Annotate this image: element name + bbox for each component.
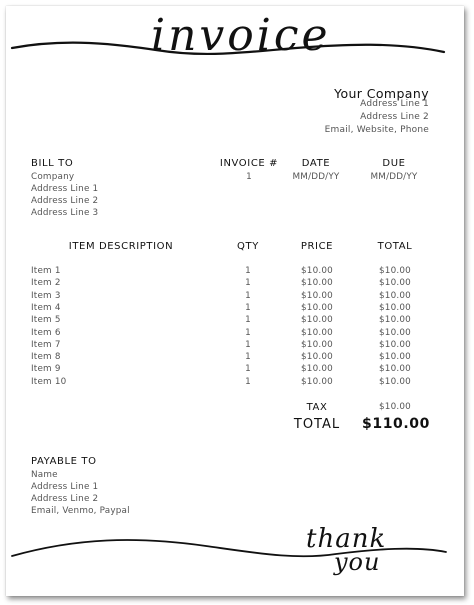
item-price: $10.00	[301, 278, 333, 289]
company-address-line-1: Address Line 1	[360, 99, 429, 109]
total-label: TOTAL	[293, 417, 341, 432]
item-total: $10.00	[379, 278, 411, 289]
item-price: $10.00	[301, 339, 333, 350]
date-value: MM/DD/YY	[292, 172, 340, 182]
col-header-qty: QTY	[237, 241, 259, 252]
company-address-line-2: Address Line 2	[360, 112, 429, 122]
company-name: Your Company	[334, 86, 429, 101]
date-label: DATE	[301, 158, 331, 169]
item-qty: 1	[245, 352, 251, 363]
thank-you-line-1: thank	[306, 524, 387, 554]
item-total: $10.00	[379, 315, 411, 326]
bill-to-line: Company	[31, 172, 75, 182]
item-total: $10.00	[379, 327, 411, 338]
item-description: Item 5	[31, 315, 61, 326]
item-price: $10.00	[301, 302, 333, 313]
item-description: Item 4	[31, 302, 61, 313]
item-price: $10.00	[301, 364, 333, 375]
item-price: $10.00	[301, 315, 333, 326]
item-description: Item 10	[31, 376, 67, 387]
item-description: Item 6	[31, 327, 61, 338]
item-qty: 1	[245, 278, 251, 289]
thank-you-line-2: you	[334, 548, 381, 576]
due-label: DUE	[382, 158, 406, 169]
bill-to-line: Address Line 2	[31, 196, 99, 206]
item-total: $10.00	[379, 339, 411, 350]
item-description: Item 9	[31, 364, 61, 375]
item-qty: 1	[245, 376, 251, 387]
item-total: $10.00	[379, 364, 411, 375]
bill-to-line: Address Line 1	[31, 184, 99, 194]
invoice-number-label: INVOICE #	[219, 158, 279, 169]
item-price: $10.00	[301, 352, 333, 363]
item-total: $10.00	[379, 352, 411, 363]
item-qty: 1	[245, 302, 251, 313]
item-price: $10.00	[301, 327, 333, 338]
payable-to-line: Name	[31, 470, 58, 480]
payable-to-line: Email, Venmo, Paypal	[31, 506, 130, 516]
company-contact-line: Email, Website, Phone	[324, 125, 429, 135]
bill-to-heading: BILL TO	[31, 158, 74, 169]
item-price: $10.00	[301, 266, 333, 276]
item-description: Item 7	[31, 339, 61, 350]
item-qty: 1	[245, 266, 251, 276]
item-total: $10.00	[379, 290, 411, 301]
item-qty: 1	[245, 364, 251, 375]
col-header-total: TOTAL	[377, 241, 413, 252]
payable-to-line: Address Line 1	[31, 482, 99, 492]
item-qty: 1	[245, 327, 251, 338]
total-value: $110.00	[362, 416, 430, 432]
invoice-title: invoice	[151, 10, 331, 61]
col-header-description: ITEM DESCRIPTION	[68, 241, 174, 252]
item-price: $10.00	[301, 290, 333, 301]
item-description: Item 3	[31, 290, 61, 301]
item-total: $10.00	[379, 376, 411, 387]
item-qty: 1	[245, 339, 251, 350]
item-qty: 1	[245, 290, 251, 301]
item-qty: 1	[245, 315, 251, 326]
due-value: MM/DD/YY	[370, 172, 418, 182]
tax-value: $10.00	[379, 402, 411, 412]
item-price: $10.00	[301, 376, 333, 387]
invoice-number-value: 1	[246, 172, 252, 182]
tax-label: TAX	[306, 402, 328, 413]
item-total: $10.00	[379, 302, 411, 313]
item-description: Item 8	[31, 352, 61, 363]
col-header-price: PRICE	[300, 241, 334, 252]
item-description: Item 1	[31, 266, 61, 276]
footer-flourish	[6, 516, 464, 576]
item-description: Item 2	[31, 278, 61, 289]
payable-to-line: Address Line 2	[31, 494, 99, 504]
payable-to-heading: PAYABLE TO	[31, 456, 97, 467]
thank-you-script	[306, 526, 386, 574]
item-total: $10.00	[379, 266, 411, 276]
invoice-page	[6, 6, 464, 596]
bill-to-line: Address Line 3	[31, 208, 99, 218]
